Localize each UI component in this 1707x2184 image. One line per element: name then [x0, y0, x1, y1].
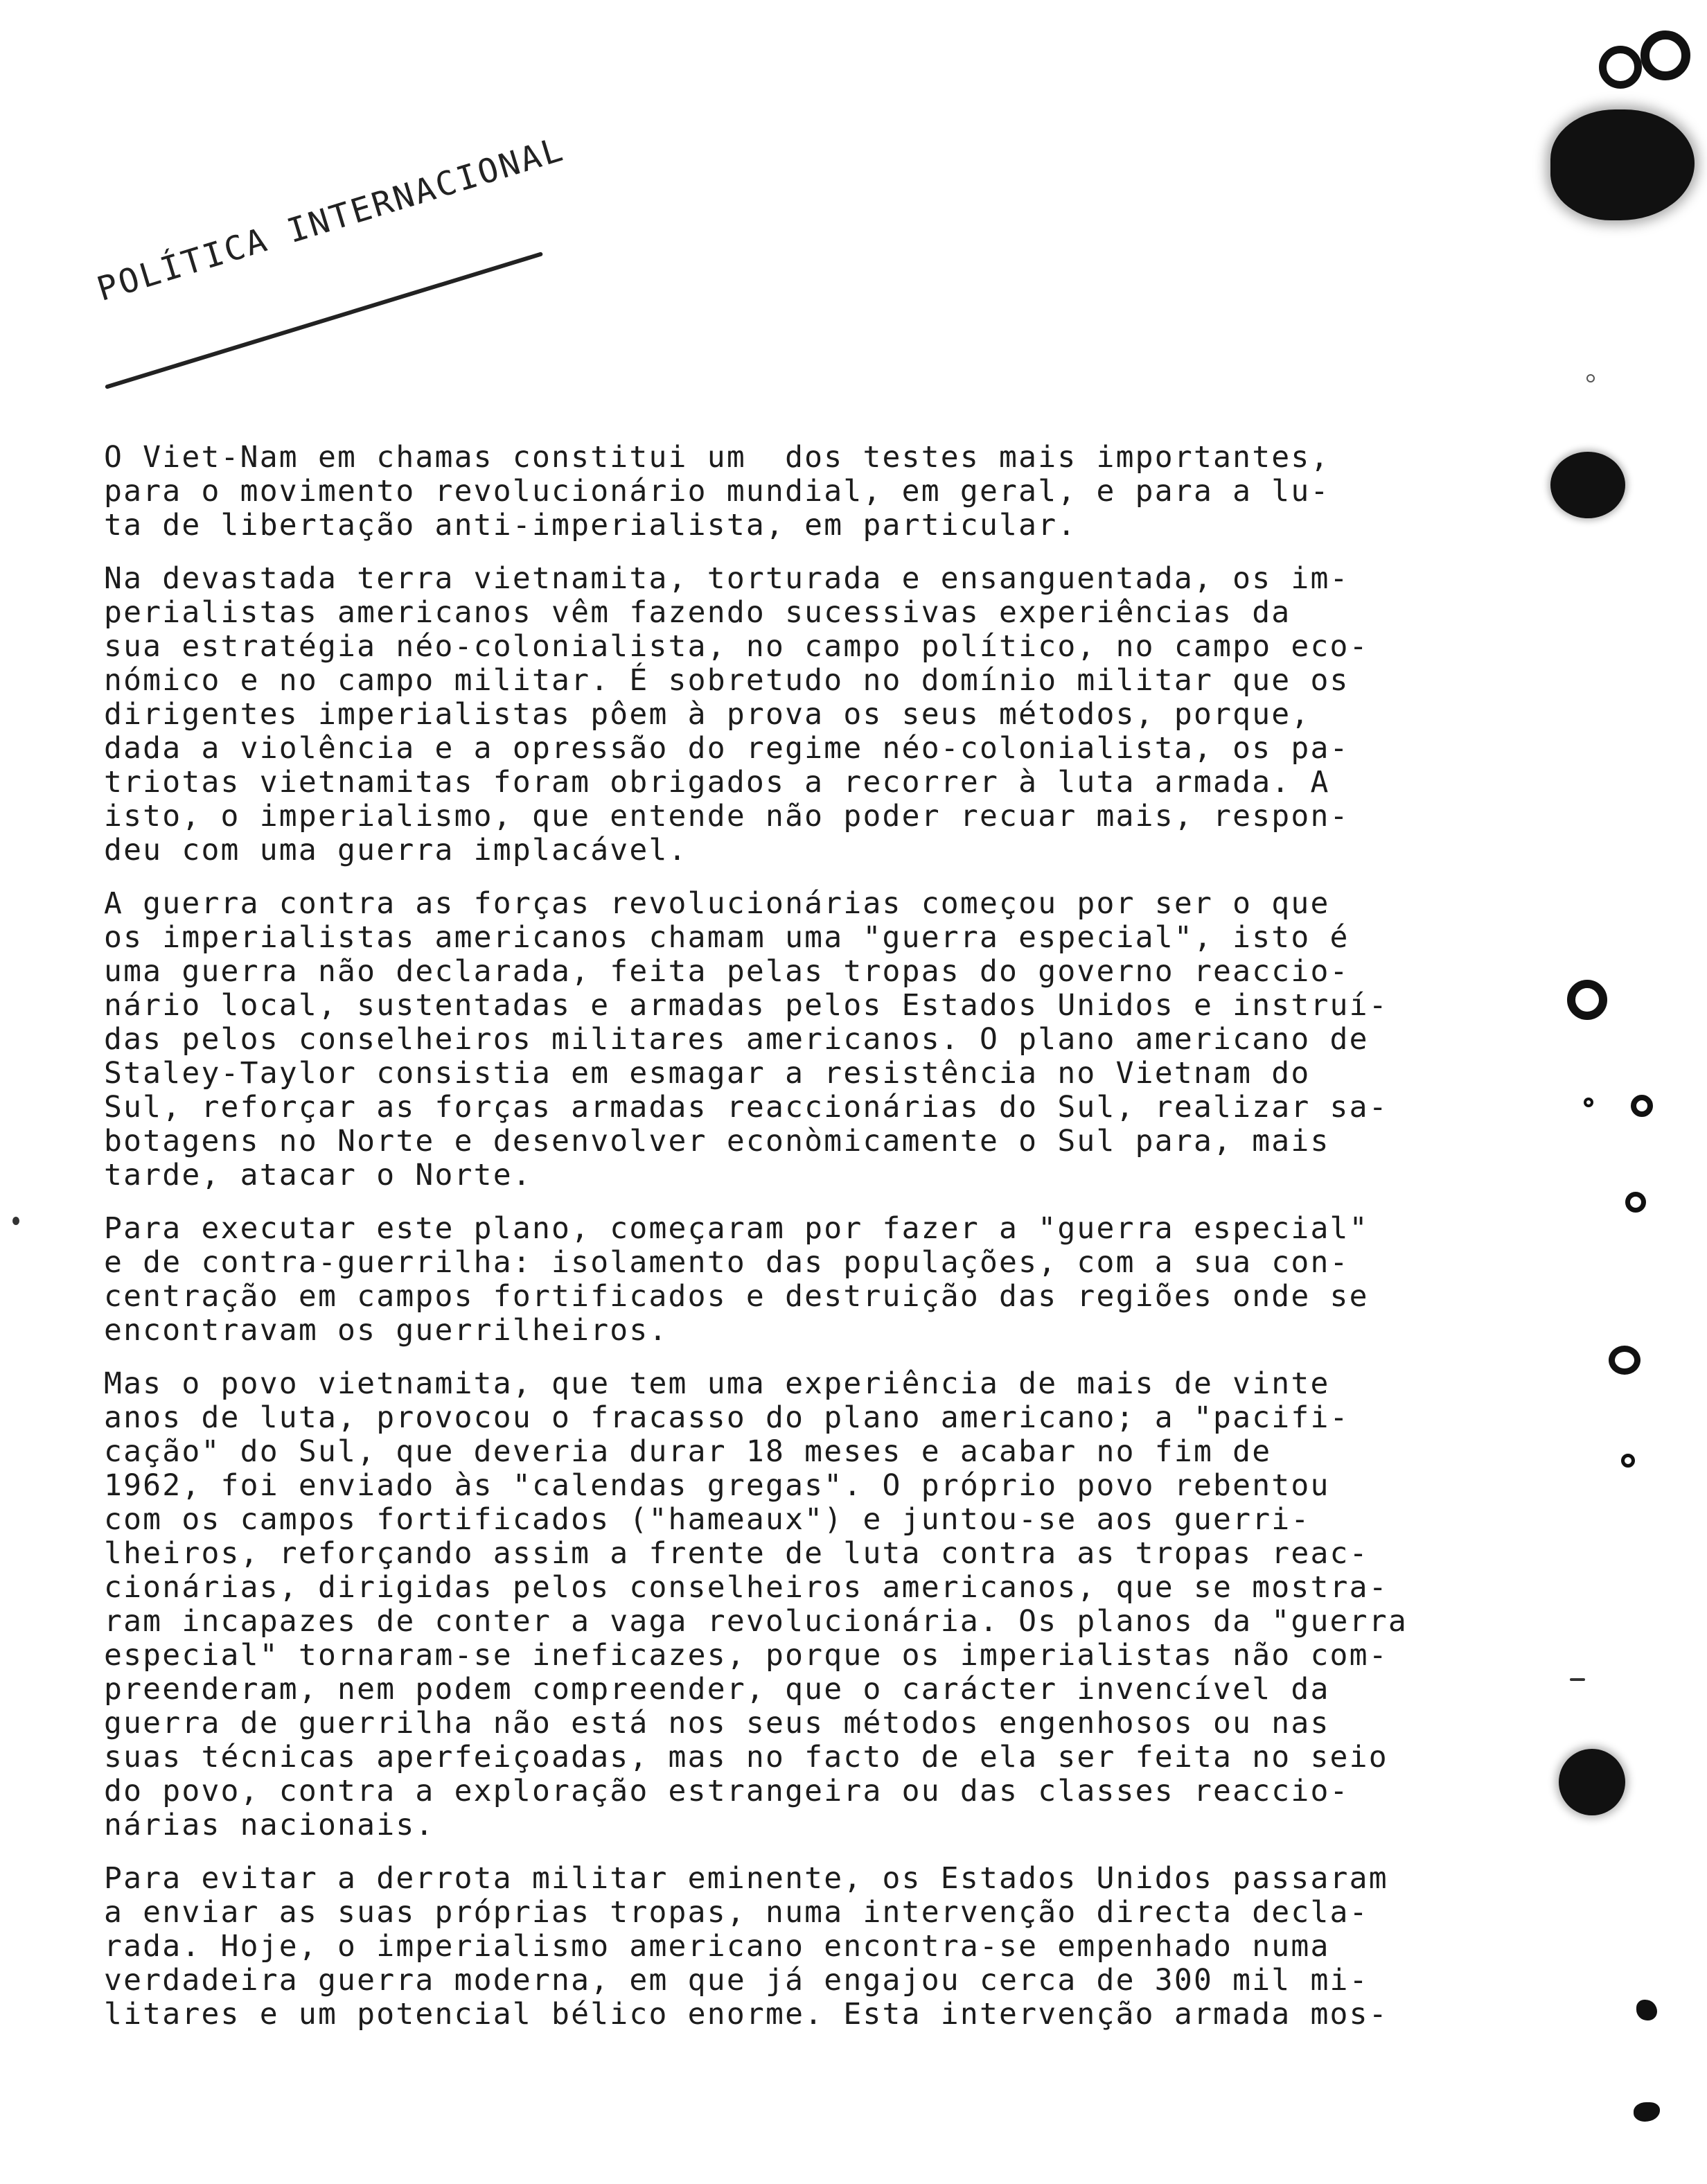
text-line: verdadeira guerra moderna, em que já engajou cerca de 300 mil mi-: [104, 1963, 1369, 1998]
punch-hole-mark: [1625, 1192, 1646, 1213]
paper-speck: [1570, 1678, 1585, 1681]
paragraph-1: [104, 441, 1496, 543]
text-line: nómico e no campo militar. É sobretudo no domínio militar que os: [104, 663, 1350, 698]
text-line: Sul, reforçar as forças armadas reaccionárias do Sul, realizar sa-: [104, 1090, 1388, 1125]
punch-hole-mark: [1640, 30, 1690, 80]
punch-hole-mark: [1599, 46, 1642, 89]
text-line: deu com uma guerra implacável.: [104, 833, 688, 868]
punch-hole-mark: [1567, 980, 1607, 1020]
article-body: [104, 441, 1496, 2051]
text-line: O Viet-Nam em chamas constitui um dos testes mais importantes,: [104, 440, 1330, 475]
text-line: ram incapazes de conter a vaga revolucionária. Os planos da "guerra: [104, 1604, 1408, 1639]
paragraph-3: [104, 887, 1496, 1192]
text-line: especial" tornaram-se ineficazes, porque os imperialistas não com-: [104, 1638, 1388, 1673]
text-line: Na devastada terra vietnamita, torturada e ensanguentada, os im-: [104, 561, 1350, 596]
text-line: guerra de guerrilha não está nos seus métodos engenhosos ou nas: [104, 1706, 1330, 1741]
text-line: suas técnicas aperfeiçoadas, mas no facto de ela ser feita no seio: [104, 1740, 1388, 1774]
punch-hole-mark: [1631, 1095, 1653, 1117]
text-line: perialistas americanos vêm fazendo sucessivas experiências da: [104, 595, 1291, 630]
text-line: litares e um potencial bélico enorme. Esta intervenção armada mos-: [104, 1997, 1388, 2032]
paragraph-6: [104, 1862, 1496, 2032]
punch-hole-mark: [1634, 2102, 1660, 2122]
text-line: 1962, foi enviado às "calendas gregas". O próprio povo rebentou: [104, 1468, 1330, 1503]
text-line: rada. Hoje, o imperialismo americano encontra-se empenhado numa: [104, 1929, 1330, 1964]
text-line: Staley-Taylor consistia em esmagar a resistência no Vietnam do: [104, 1056, 1311, 1091]
paragraph-5: [104, 1367, 1496, 1842]
text-line: os imperialistas americanos chamam uma "guerra especial", isto é: [104, 920, 1350, 955]
text-line: das pelos conselheiros militares americanos. O plano americano de: [104, 1022, 1369, 1057]
punch-hole-mark: [1609, 1346, 1640, 1375]
paragraph-4: [104, 1212, 1496, 1348]
text-line: e de contra-guerrilha: isolamento das populações, com a sua con-: [104, 1245, 1350, 1280]
punch-hole-mark: [1636, 2000, 1657, 2020]
punch-hole-mark: [1621, 1454, 1635, 1468]
text-line: botagens no Norte e desenvolver econòmicamente o Sul para, mais: [104, 1124, 1330, 1159]
text-line: triotas vietnamitas foram obrigados a recorrer à luta armada. A: [104, 765, 1330, 800]
text-line: isto, o imperialismo, que entende não poder recuar mais, respon-: [104, 799, 1350, 834]
paragraph-2: [104, 562, 1496, 868]
paper-speck: [1586, 374, 1595, 382]
punch-hole-mark: [1559, 1749, 1625, 1815]
text-line: lheiros, reforçando assim a frente de luta contra as tropas reac-: [104, 1536, 1369, 1571]
text-line: nárias nacionais.: [104, 1808, 435, 1842]
punch-hole-mark: [1584, 1098, 1593, 1107]
text-line: dada a violência e a opressão do regime néo-colonialista, os pa-: [104, 731, 1350, 766]
text-line: com os campos fortificados ("hameaux") e juntou-se aos guerri-: [104, 1502, 1311, 1537]
text-line: Para evitar a derrota militar eminente, os Estados Unidos passaram: [104, 1861, 1388, 1896]
text-line: dirigentes imperialistas pôem à prova os seus métodos, porque,: [104, 697, 1311, 732]
text-line: uma guerra não declarada, feita pelas tropas do governo reaccio-: [104, 954, 1350, 989]
text-line: ta de libertação anti-imperialista, em particular.: [104, 508, 1077, 543]
text-line: Mas o povo vietnamita, que tem uma experiência de mais de vinte: [104, 1366, 1330, 1401]
punch-hole-mark: [1550, 452, 1625, 518]
text-line: encontravam os guerrilheiros.: [104, 1313, 669, 1348]
text-line: centração em campos fortificados e destruição das regiões onde se: [104, 1279, 1369, 1314]
paper-speck: [12, 1217, 19, 1225]
section-heading: POLÍTICA INTERNACIONAL: [92, 130, 569, 310]
text-line: nário local, sustentadas e armadas pelos Estados Unidos e instruí-: [104, 988, 1388, 1023]
text-line: cação" do Sul, que deveria durar 18 meses e acabar no fim de: [104, 1434, 1272, 1469]
text-line: sua estratégia néo-colonialista, no campo político, no campo eco-: [104, 629, 1369, 664]
text-line: cionárias, dirigidas pelos conselheiros americanos, que se mostra-: [104, 1570, 1388, 1605]
punch-hole-mark: [1550, 109, 1695, 220]
text-line: anos de luta, provocou o fracasso do plano americano; a "pacifi-: [104, 1400, 1350, 1435]
text-line: tarde, atacar o Norte.: [104, 1158, 532, 1192]
text-line: a enviar as suas próprias tropas, numa intervenção directa decla-: [104, 1895, 1369, 1930]
text-line: preenderam, nem podem compreender, que o carácter invencível da: [104, 1672, 1330, 1707]
text-line: A guerra contra as forças revolucionárias começou por ser o que: [104, 886, 1330, 921]
text-line: para o movimento revolucionário mundial, em geral, e para a lu-: [104, 474, 1330, 509]
text-line: Para executar este plano, começaram por fazer a "guerra especial": [104, 1211, 1369, 1246]
text-line: do povo, contra a exploração estrangeira ou das classes reaccio-: [104, 1774, 1350, 1808]
